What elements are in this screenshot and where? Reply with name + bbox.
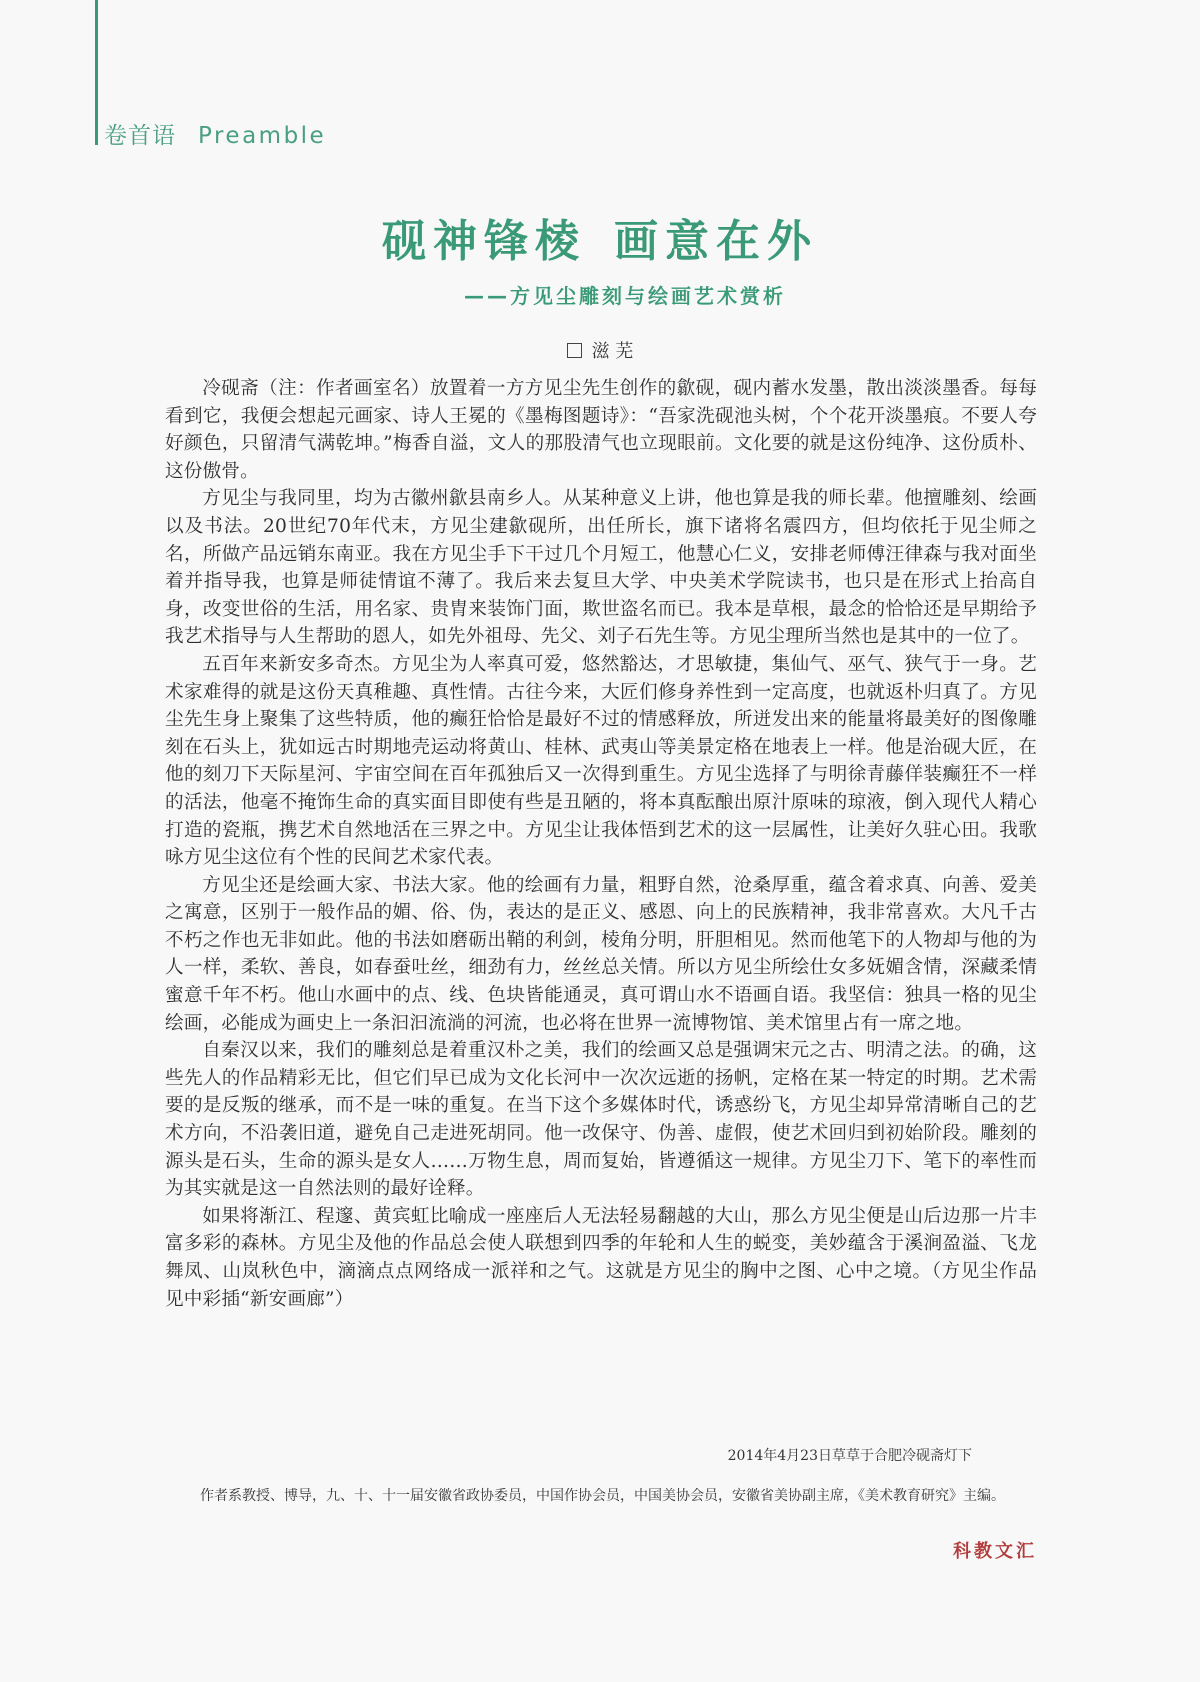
article-title-part1: 砚神锋棱: [382, 216, 586, 267]
column-label: [104, 117, 326, 150]
byline-box-icon: [567, 343, 582, 358]
paragraph: 方见尘还是绘画大家、书法大家。他的绘画有力量，粗野自然，沧桑厚重，蕴含着求真、向善、爱美之寓意，区别于一般作品的媚、俗、伪，表达的是正义、感恩、向上的民族精神，我非常喜欢。大凡千古不朽之作也无非如此。他的书法如磨砺出鞘的利剑，棱角分明，肝胆相见。然而他笔下的人物却与他的为人一样，柔软、善良，如春蚕吐丝，细劲有力，丝丝总关情。所以方见尘所绘仕女多妩媚含情，深藏柔情蜜意千年不朽。他山水画中的点、线、色块皆能通灵，真可谓山水不语画自语。我坚信：独具一格的见尘绘画，必能成为画史上一条汩汩流淌的河流，也必将在世界一流博物馆、美术馆里占有一席之地。: [165, 874, 1037, 1034]
article-title: [0, 205, 1200, 269]
paragraph: 如果将渐江、程邃、黄宾虹比喻成一座座后人无法轻易翻越的大山，那么方见尘便是山后边那一片丰富多彩的森林。方见尘及他的作品总会使人联想到四季的年轮和人生的蜕变，美妙蕴含于溪涧盈溢、飞龙舞凤、山岚秋色中，滴滴点点网络成一派祥和之气。这就是方见尘的胸中之图、心中之境。（方见尘作品见中彩插“新安画廊”）: [165, 1205, 1037, 1310]
article-title-part2: 画意在外: [614, 216, 818, 267]
paragraph: 五百年来新安多奇杰。方见尘为人率真可爱，悠然豁达，才思敏捷，集仙气、巫气、狭气于一身。艺术家难得的就是这份天真稚趣、真性情。古往今来，大匠们修身养性到一定高度，也就返朴归真了。方见尘先生身上聚集了这些特质，他的癫狂恰恰是最好不过的情感释放，所迸发出来的能量将最美好的图像雕刻在石头上，犹如远古时期地壳运动将黄山、桂林、武夷山等美景定格在地表上一样。他是治砚大匠，在他的刻刀下天际星河、宇宙空间在百年孤独后又一次得到重生。方见尘选择了与明徐青藤佯装癫狂不一样的活法，他毫不掩饰生命的真实面目即使有些是丑陋的，将本真酝酿出原汁原味的琼液，倒入现代人精心打造的瓷瓶，携艺术自然地活在三界之中。方见尘让我体悟到艺术的这一层属性，让美好久驻心田。我歌咏方见尘这位有个性的民间艺术家代表。: [165, 653, 1037, 869]
journal-brand: 科教文汇: [953, 1541, 1037, 1562]
byline: [0, 337, 1200, 363]
author-name: 滋 芜: [591, 341, 634, 362]
column-label-cn: 卷首语: [104, 123, 176, 149]
article-subtitle: ——方见尘雕刻与绘画艺术赏析: [464, 284, 786, 308]
column-label-en: Preamble: [198, 123, 327, 149]
column-side-rule: [95, 0, 98, 145]
paragraph: 方见尘与我同里，均为古徽州歙县南乡人。从某种意义上讲，他也算是我的师长辈。他擅雕刻、绘画以及书法。20世纪70年代末，方见尘建歙砚所，出任所长，旗下诸将名震四方，但均依托于见尘师之名，所做产品远销东南亚。我在方见尘手下干过几个月短工，他慧心仁义，安排老师傅汪律森与我对面坐着并指导我，也算是师徒情谊不薄了。我后来去复旦大学、中央美术学院读书，也只是在形式上抬高自身，改变世俗的生活，用名家、贵胄来装饰门面，欺世盗名而已。我本是草根，最念的恰恰还是早期给予我艺术指导与人生帮助的恩人，如先外祖母、先父、刘子石先生等。方见尘理所当然也是其中的一位了。: [165, 488, 1037, 648]
paragraph: 自秦汉以来，我们的雕刻总是着重汉朴之美，我们的绘画又总是强调宋元之古、明清之法。的确，这些先人的作品精彩无比，但它们早已成为文化长河中一次次远逝的扬帆，定格在某一特定的时期。艺术需要的是反叛的继承，而不是一味的重复。在当下这个多媒体时代，诱惑纷飞，方见尘却异常清晰自己的艺术方向，不沿袭旧道，避免自己走进死胡同。他一改保守、伪善、虚假，使艺术回归到初始阶段。雕刻的源头是石头，生命的源头是女人……万物生息，周而复始，皆遵循这一规律。方见尘刀下、笔下的率性而为其实就是这一自然法则的最好诠释。: [165, 1040, 1037, 1200]
article-body: [165, 375, 1037, 1313]
sign-date: 2014年4月23日草草于合肥冷砚斋灯下: [727, 1448, 972, 1464]
author-bio: 作者系教授、博导，九、十、十一届安徽省政协委员，中国作协会员，中国美协会员，安徽省美协副主席，《美术教育研究》主编。: [200, 1488, 1005, 1504]
paragraph: 冷砚斋（注：作者画室名）放置着一方方见尘先生创作的歙砚，砚内蓄水发墨，散出淡淡墨香。每每看到它，我便会想起元画家、诗人王冕的《墨梅图题诗》：“吾家洗砚池头树，个个花开淡墨痕。不要人夸好颜色，只留清气满乾坤。”梅香自溢，文人的那股清气也立现眼前。文化要的就是这份纯净、这份质朴、这份傲骨。: [165, 378, 1037, 482]
